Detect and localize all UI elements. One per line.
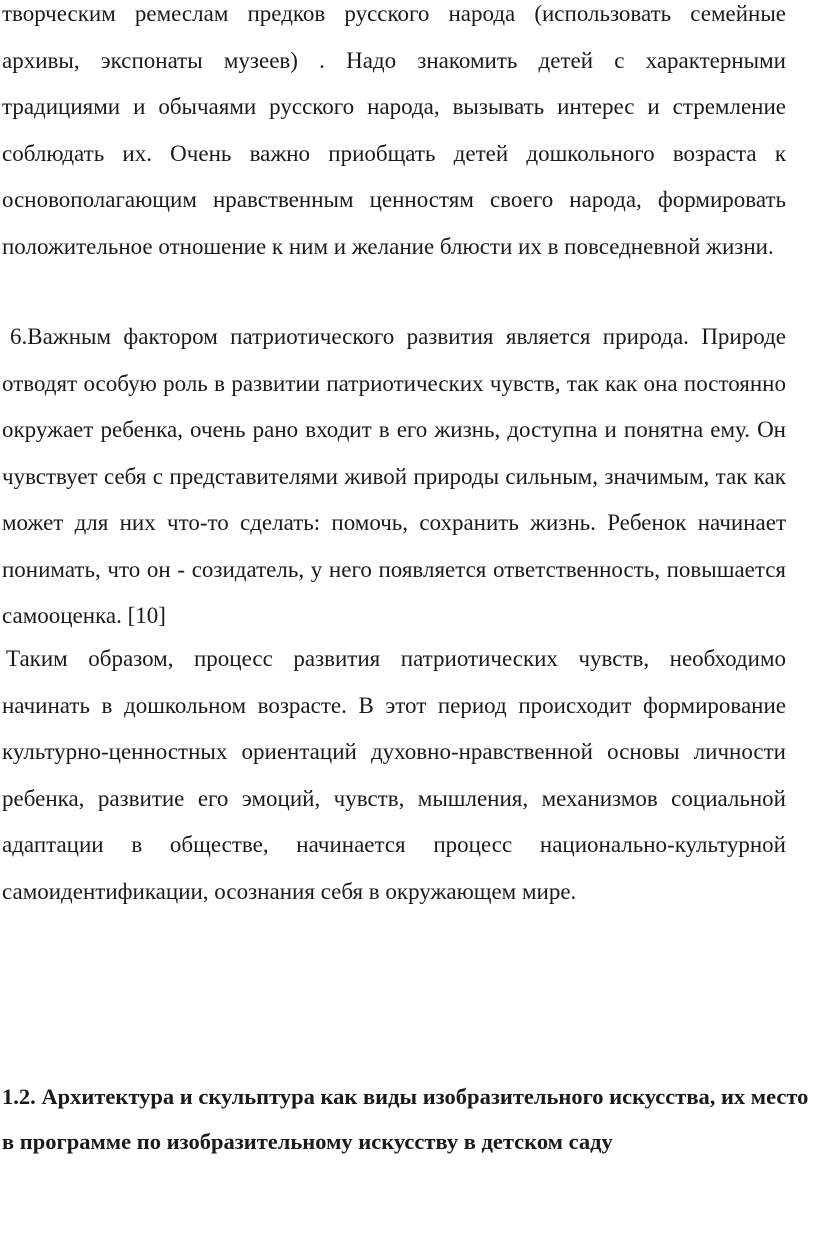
paragraph-traditions: творческим ремеслам предков русского народа (использовать семейные архивы, экспонаты музеев) . Надо знакомить детей с характерными традициями и обычаями русского народа, вызывать интерес и стремление соблюдать их. Очень важно приобщать детей дошкольного возраста к основополагающим нравственным ценностям своего народа, формировать положительное отношение к ним и желание блюсти их в повседневной жизни. [2,1,786,259]
paragraph-nature: 6.Важным фактором патриотического развития является природа. Природе отводят особую роль в развитии патриотических чувств, так как она постоянно окружает ребенка, очень рано входит в его жизнь, доступна и понятна ему. Он чувствует себя с представителями живой природы сильным, значимым, так как может для них что-то сделать: помочь, сохранить жизнь. Ребенок начинает понимать, что он - созидатель, у него появляется ответственность, повышается самооценка. [10] [2,324,786,628]
section-heading: 1.2. Архитектура и скульптура как виды изобразительного искусства, их место в программе по изобразительному искусству в детском саду [2,1084,809,1154]
paragraph-conclusion: Таким образом, процесс развития патриотических чувств, необходимо начинать в дошкольном возрасте. В этот период происходит формирование культурно-ценностных ориентаций духовно-нравственной основы личности ребенка, развитие его эмоций, чувств, мышления, механизмов социальной адаптации в обществе, начинается процесс национально-культурной самоидентификации, осознания себя в окружающем мире. [2,646,786,904]
